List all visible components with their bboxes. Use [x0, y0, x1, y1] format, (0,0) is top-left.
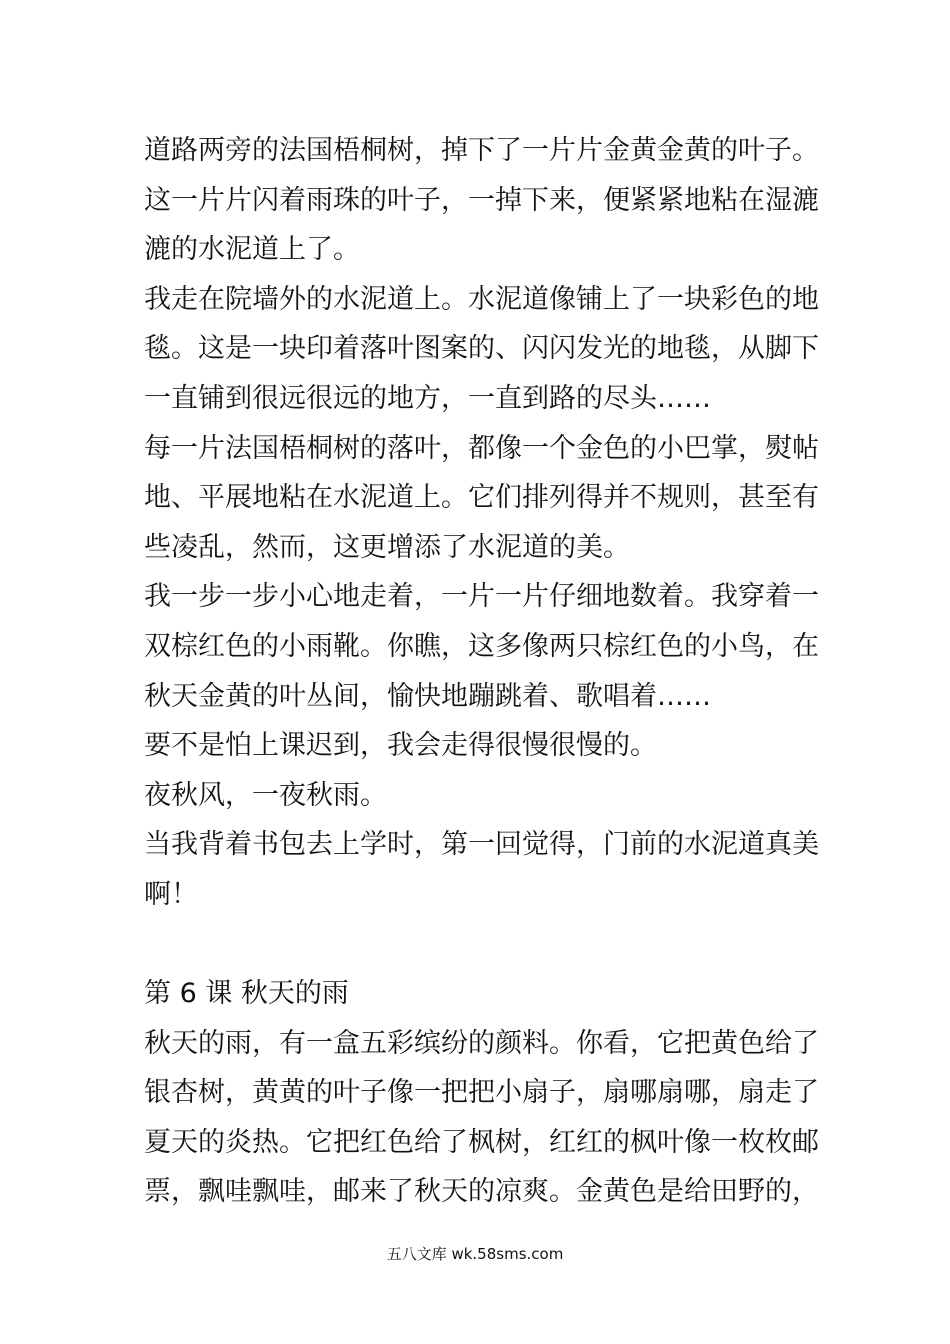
text-line: 要不是怕上课迟到，我会走得很慢很慢的。 — [144, 730, 657, 762]
text-line: 一直铺到很远很远的地方，一直到路的尽头…… — [144, 382, 711, 414]
text-line: 我一步一步小心地走着，一片一片仔细地数着。我穿着一 — [144, 581, 819, 613]
text-line: 漉的水泥道上了。 — [144, 234, 360, 266]
text-line: 些凌乱，然而，这更增添了水泥道的美。 — [144, 531, 630, 563]
text-line: 我走在院墙外的水泥道上。水泥道像铺上了一块彩色的地 — [144, 283, 819, 315]
footer-watermark: 五八文库 wk.58sms.com — [386, 1245, 564, 1263]
text-line: 秋天金黄的叶丛间，愉快地蹦跳着、歌唱着…… — [144, 680, 711, 712]
paragraph-spacer — [144, 920, 816, 970]
text-line: 银杏树，黄黄的叶子像一把把小扇子，扇哪扇哪，扇走了 — [144, 1077, 819, 1109]
text-line: 道路两旁的法国梧桐树，掉下了一片片金黄金黄的叶子。 — [144, 135, 819, 166]
text-line: 啊！ — [144, 878, 198, 910]
text-line: 地、平展地粘在水泥道上。它们排列得并不规则，甚至有 — [144, 482, 819, 514]
text-line: 毯。这是一块印着落叶图案的、闪闪发光的地毯，从脚下 — [144, 333, 819, 365]
text-line: 这一片片闪着雨珠的叶子，一掉下来，便紧紧地粘在湿漉 — [144, 184, 819, 216]
text-line: 双棕红色的小雨靴。你瞧，这多像两只棕红色的小鸟，在 — [144, 630, 819, 662]
section-title: 第 6 课 秋天的雨 — [144, 978, 349, 1010]
text-line: 夏天的炎热。它把红色给了枫树，红红的枫叶像一枚枚邮 — [144, 1126, 819, 1158]
text-line: 夜秋风，一夜秋雨。 — [144, 779, 387, 811]
text-line: 当我背着书包去上学时，第一回觉得，门前的水泥道真美 — [144, 829, 819, 861]
document-body — [144, 126, 819, 1217]
text-line: 票，飘哇飘哇，邮来了秋天的凉爽。金黄色是给田野的， — [144, 1176, 819, 1208]
text-line: 每一片法国梧桐树的落叶，都像一个金色的小巴掌，熨帖 — [144, 432, 819, 464]
text-line: 秋天的雨，有一盒五彩缤纷的颜料。你看，它把黄色给了 — [144, 1027, 819, 1059]
